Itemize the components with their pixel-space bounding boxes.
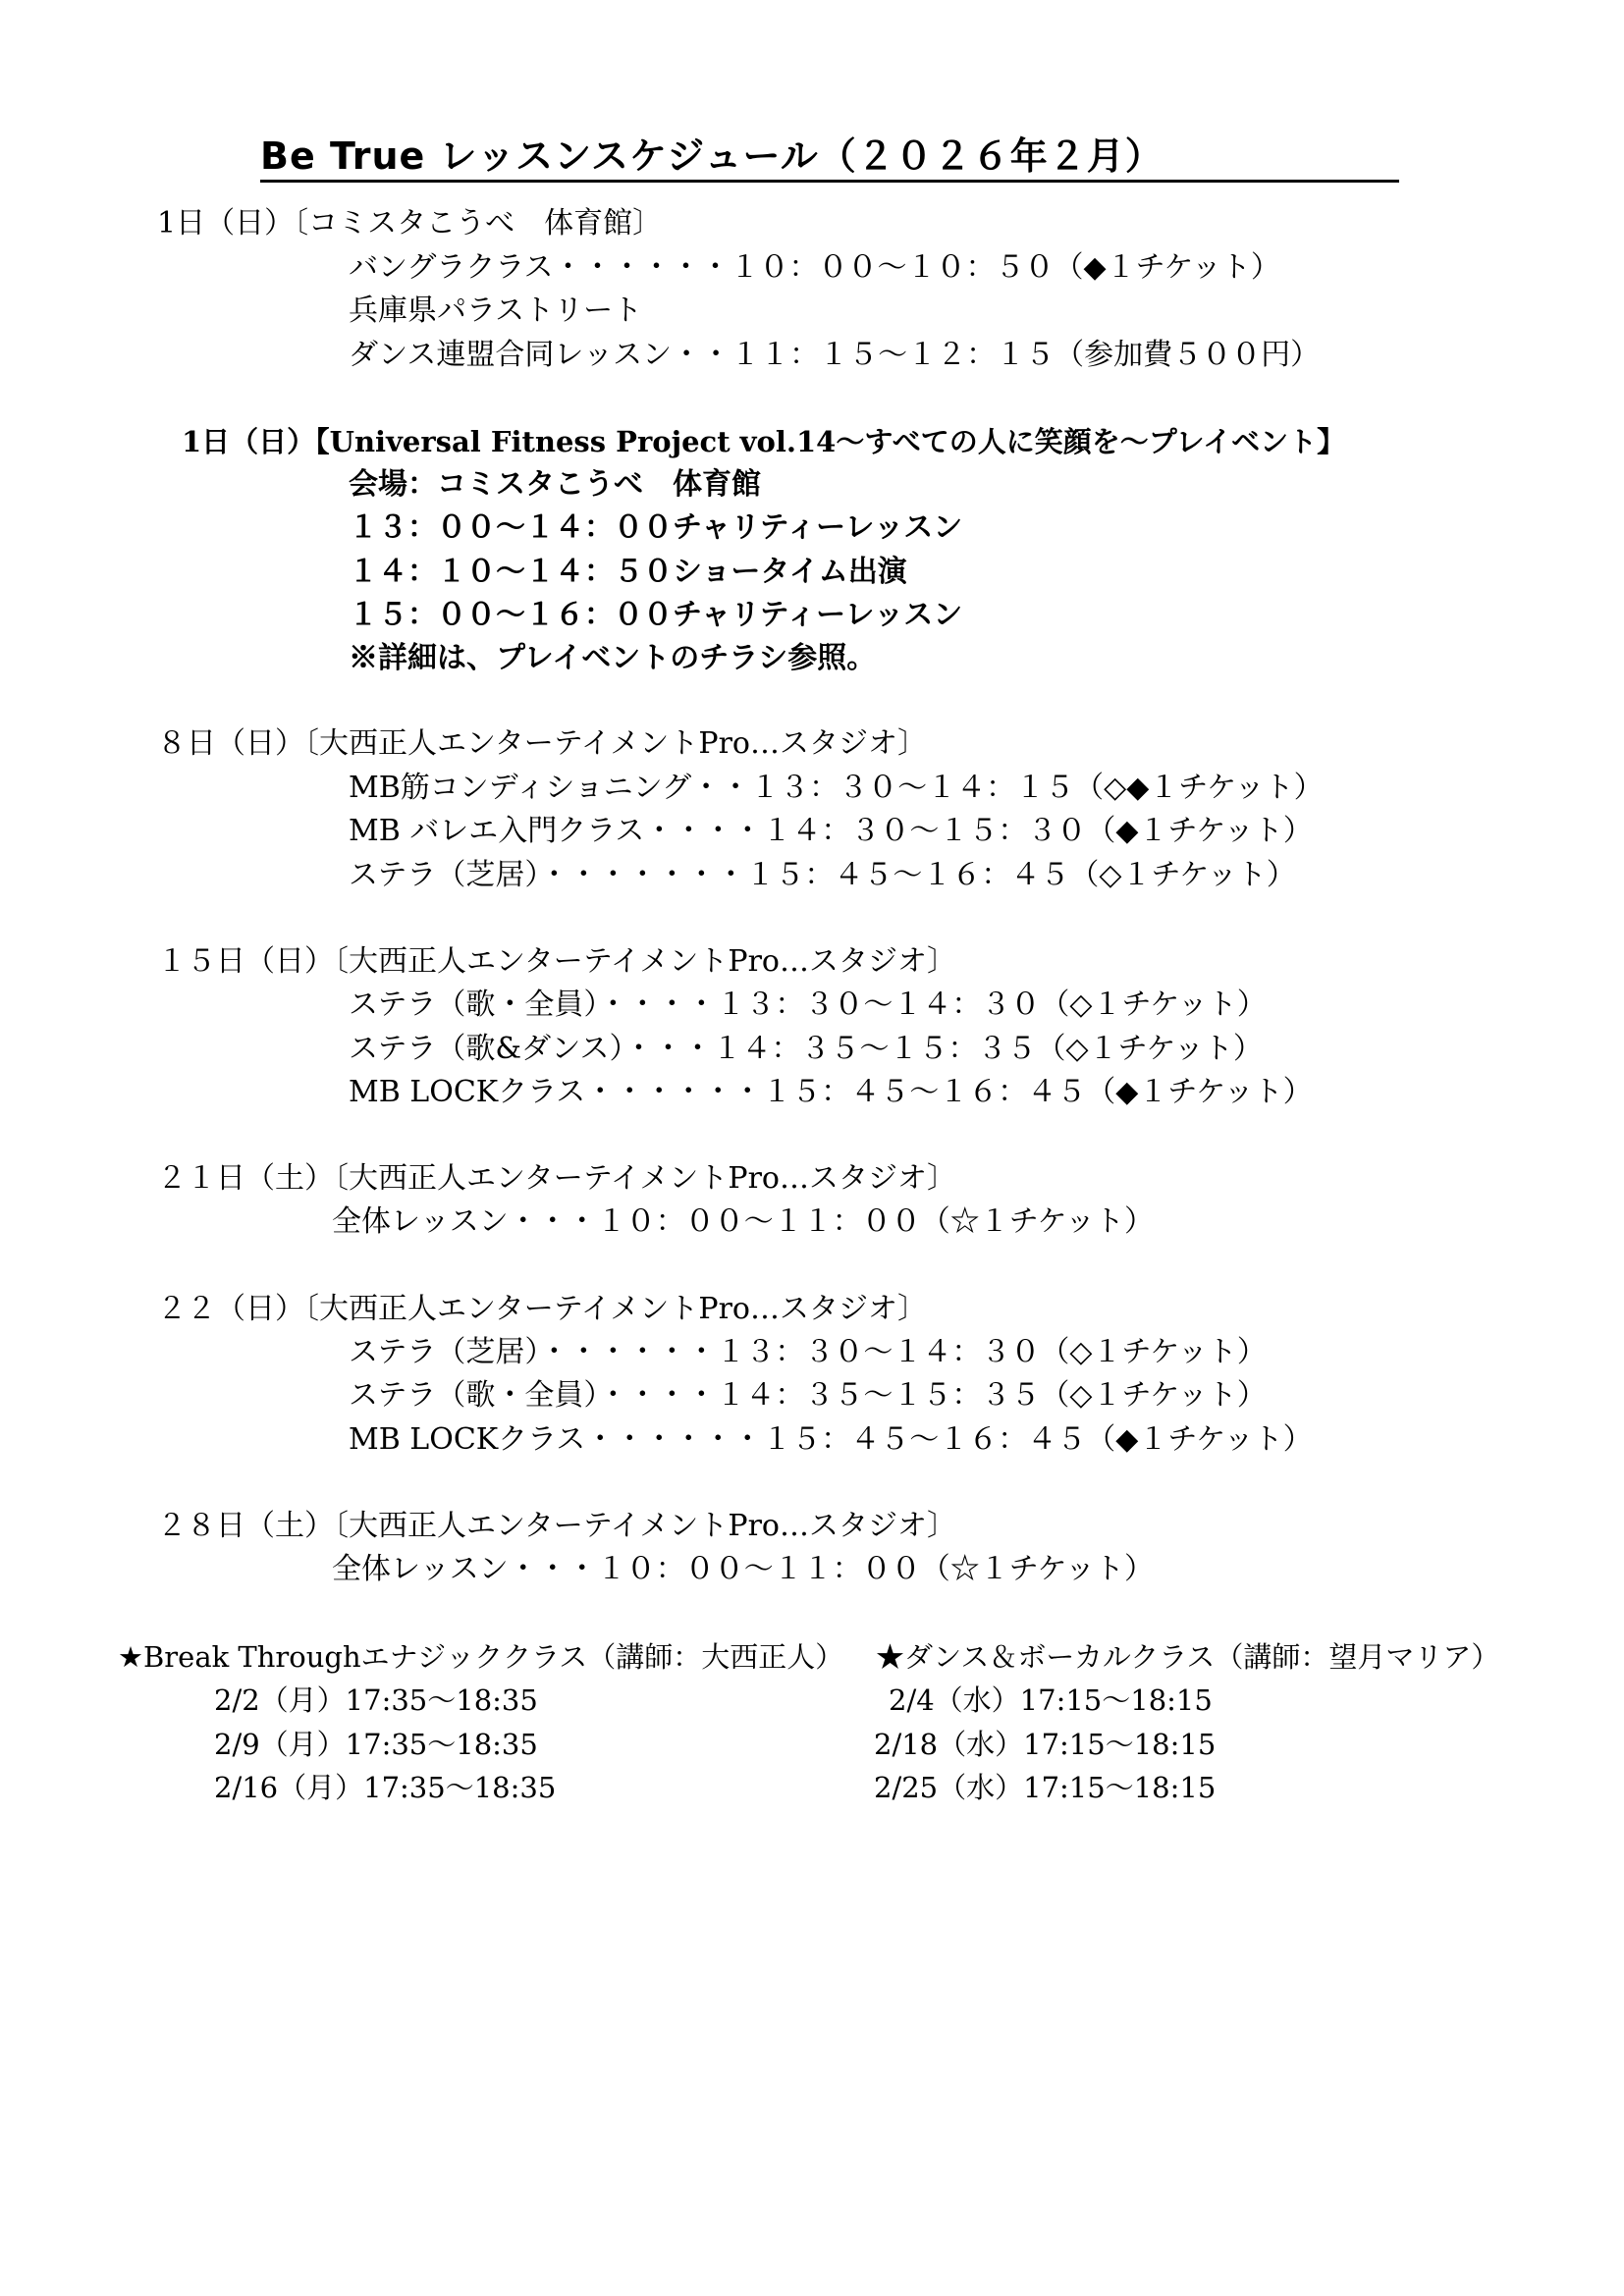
lesson-line: MB LOCKクラス・・・・・・１５：４５〜１６：４５（◆１チケット） xyxy=(349,1422,1313,1457)
lesson-line: 全体レッスン・・・１０：００〜１１：００（☆１チケット） xyxy=(332,1204,1154,1239)
class-date: 2/16（月）17:35〜18:35 xyxy=(214,1771,557,1804)
lesson-line: ステラ（歌・全員）・・・・１４：３５〜１５：３５（◇１チケット） xyxy=(349,1378,1267,1413)
lesson-line: MB LOCKクラス・・・・・・１５：４５〜１６：４５（◆１チケット） xyxy=(349,1075,1313,1109)
event-line: 会場：コミスタこうべ 体育館 xyxy=(349,467,761,502)
event-line: ※詳細は、プレイベントのチラシ参照。 xyxy=(349,641,877,675)
page-title: Be True レッスンスケジュール（２０２６年２月） xyxy=(260,134,1164,178)
section-header: ２８日（土）〔大西正人エンターテイメントPro…スタジオ〕 xyxy=(157,1509,956,1543)
lesson-line: ステラ（歌・全員）・・・・１３：３０〜１４：３０（◇１チケット） xyxy=(349,988,1267,1022)
section-header: 1日（日）〔コミスタこうべ 体育館〕 xyxy=(157,206,663,240)
class-header: ★Break Throughエナジッククラス（講師：大西正人） xyxy=(118,1640,844,1674)
class-date: 2/9（月）17:35〜18:35 xyxy=(214,1728,538,1761)
class-header: ★ダンス＆ボーカルクラス（講師：望月マリア） xyxy=(876,1640,1500,1674)
lesson-line: ステラ（芝居）・・・・・・１３：３０〜１４：３０（◇１チケット） xyxy=(349,1335,1267,1369)
lesson-line: ダンス連盟合同レッスン・・１１：１５〜１２：１５（参加費５００円） xyxy=(349,338,1321,372)
lesson-line: 全体レッスン・・・１０：００〜１１：００（☆１チケット） xyxy=(332,1552,1154,1586)
section-header: ８日（日）〔大西正人エンターテイメントPro…スタジオ〕 xyxy=(157,726,927,761)
section-header: ２２（日）〔大西正人エンターテイメントPro…スタジオ〕 xyxy=(157,1292,927,1326)
class-date: 2/2（月）17:35〜18:35 xyxy=(214,1683,538,1717)
lesson-line: ステラ（芝居）・・・・・・・１５：４５〜１６：４５（◇１チケット） xyxy=(349,858,1296,892)
title-underline xyxy=(260,180,1399,183)
class-date: 2/25（水）17:15〜18:15 xyxy=(874,1771,1217,1804)
event-line: １４：１０〜１４：５０ショータイム出演 xyxy=(349,555,907,589)
lesson-line: MB筋コンディショニング・・１３：３０〜１４：１５（◇◆１チケット） xyxy=(349,771,1324,805)
section-header: １５日（日）〔大西正人エンターテイメントPro…スタジオ〕 xyxy=(157,944,956,979)
event-line: １５：００〜１６：００チャリティーレッスン xyxy=(349,598,963,632)
class-date: 2/4（水）17:15〜18:15 xyxy=(889,1683,1213,1717)
event-header: 1日（日）【Universal Fitness Project vol.14〜すべての人に笑顔を〜プレイベント】 xyxy=(182,425,1346,458)
lesson-line: 兵庫県パラストリート xyxy=(349,294,643,328)
section-header: ２１日（土）〔大西正人エンターテイメントPro…スタジオ〕 xyxy=(157,1161,956,1196)
lesson-line: ステラ（歌&ダンス）・・・１４：３５〜１５：３５（◇１チケット） xyxy=(349,1032,1263,1066)
event-line: １３：００〜１４：００チャリティーレッスン xyxy=(349,510,963,545)
lesson-line: バングラクラス・・・・・・１０：００〜１０：５０（◆１チケット） xyxy=(349,250,1280,285)
class-date: 2/18（水）17:15〜18:15 xyxy=(874,1728,1217,1761)
lesson-line: MB バレエ入門クラス・・・・１４：３０〜１５：３０（◆１チケット） xyxy=(349,814,1313,848)
